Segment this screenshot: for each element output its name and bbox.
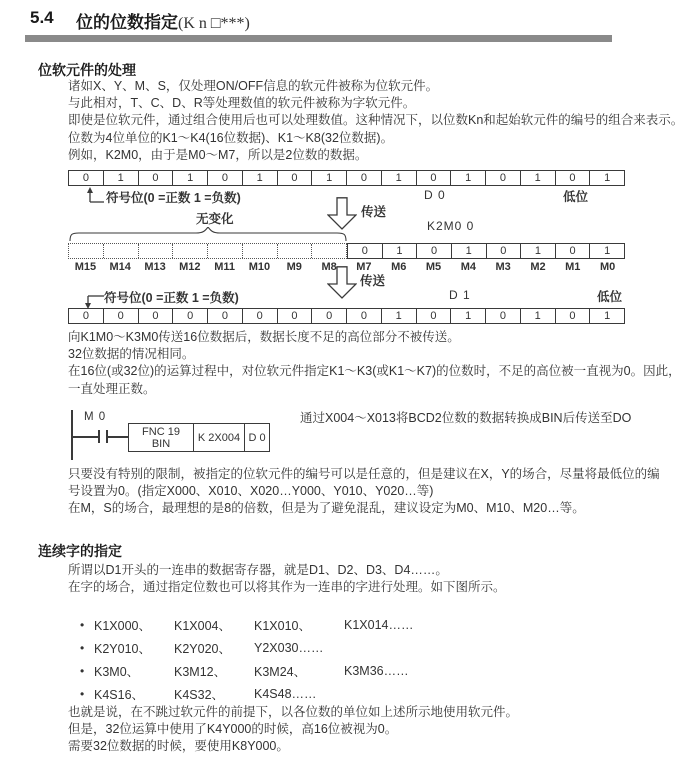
notes-paragraphs <box>68 466 660 518</box>
paragraph-line: 只要没有特别的限制，被指定的位软元件的编号可以是任意的，但是建议在X，Y的场合，尽量将最低位的编 <box>68 467 660 481</box>
bit-cell-dotted <box>173 244 208 258</box>
bit-cell: 1 <box>383 244 418 258</box>
bit-cell: 1 <box>382 171 417 185</box>
device-range-text: Y2X030…… <box>254 640 324 655</box>
transfer-label-2: 传送 <box>360 274 386 288</box>
m-label: M11 <box>214 261 236 273</box>
k2m0-label: K2M0 0 <box>427 219 475 233</box>
closing-paragraphs <box>68 704 518 756</box>
page-title-suffix: (K n □***) <box>178 15 250 32</box>
paragraph-line: 但是，32位运算中使用了K4Y000的时候，高16位被视为0。 <box>68 722 398 737</box>
bit-cell: 0 <box>278 309 313 323</box>
bit-cell: 1 <box>521 171 556 185</box>
contact-label: M 0 <box>84 411 107 423</box>
bit-cell: 0 <box>486 171 521 185</box>
paragraph-line: 在字的场合，通过指定位数也可以将其作为一连串的字进行处理。如下图所示。 <box>68 580 506 595</box>
bit-cell: 0 <box>278 171 313 185</box>
m-label: M6 <box>391 261 407 273</box>
bit-cell: 1 <box>452 244 487 258</box>
list-item <box>80 659 600 682</box>
bit-cell-dotted <box>243 244 278 258</box>
bit-cell: 0 <box>417 309 452 323</box>
header-rule <box>25 35 612 42</box>
device-range-text: K1X000、 <box>94 618 151 633</box>
paragraph-line: 例如，K2M0，由于是M0～M7，所以是2位数的数据。 <box>68 147 368 162</box>
bit-cell: 1 <box>451 171 486 185</box>
bit-cell: 1 <box>312 171 347 185</box>
bit-cell-dotted <box>69 244 104 258</box>
bit-cell: 0 <box>556 171 591 185</box>
bit-row-d1 <box>68 308 625 324</box>
device-range-text: K4S48…… <box>254 686 317 701</box>
bit-cell: 0 <box>417 244 452 258</box>
m-label: M7 <box>356 261 372 273</box>
device-range-text: K1X010、 <box>254 618 311 633</box>
paragraph-line: 所谓以D1开头的一连串的数据寄存器，就是D1、D2、D3、D4……。 <box>68 563 448 577</box>
operand1-cell: K 2X004 <box>194 424 245 451</box>
bit-cell-dotted <box>278 244 313 258</box>
fnc-mnemonic: BIN <box>151 437 171 450</box>
d0-label: D 0 <box>424 188 446 202</box>
ladder-rail <box>71 410 73 460</box>
m-label: M2 <box>530 261 546 273</box>
bullet-icon: • <box>80 663 85 678</box>
bit-cell: 1 <box>382 309 417 323</box>
paragraph-line: 在16位(或32位)的运算过程中，对位软元件指定K1～K3(或K1～K7)的位数时，不足的高位被一直视为0。因此， <box>68 364 681 379</box>
bit-cell: 0 <box>104 309 139 323</box>
bit-cell-dotted <box>104 244 139 258</box>
operand2-cell: D 0 <box>248 431 266 444</box>
m-label: M5 <box>425 261 442 273</box>
paragraph-line: 也就是说，在不跳过软元件的前提下，以各位数的单位如上述所示地使用软元件。 <box>68 705 519 719</box>
sign-bit-label-1: 符号位(0 =正数 1 =负数) <box>106 191 241 205</box>
bit-row-m-values <box>347 243 625 259</box>
m-label: M1 <box>565 261 581 273</box>
section2-heading: 连续字的指定 <box>38 543 122 559</box>
bit-cell-dotted <box>312 244 346 258</box>
device-range-text: K1X014…… <box>344 617 414 632</box>
contact-bar <box>98 430 100 443</box>
bit-cell: 1 <box>243 171 278 185</box>
bullet-icon: • <box>80 640 85 655</box>
transfer-arrow-icon <box>327 266 357 299</box>
low-order-label-1: 低位 <box>563 190 589 204</box>
bit-cell: 1 <box>521 309 556 323</box>
bit-cell: 1 <box>521 244 556 258</box>
no-change-label: 无变化 <box>196 212 234 226</box>
after-diagram-paragraphs <box>68 329 681 398</box>
m-label: M0 <box>599 261 616 273</box>
device-range-text: K3M36…… <box>344 663 409 678</box>
device-range-text: K4S16、 <box>94 687 145 702</box>
bit-cell: 1 <box>604 310 611 322</box>
bit-cell: 0 <box>417 171 452 185</box>
bit-cell: 0 <box>173 309 208 323</box>
bullet-icon: • <box>80 686 85 701</box>
bit-cell: 0 <box>347 171 382 185</box>
bit-cell: 0 <box>139 309 174 323</box>
section1-heading: 位软元件的处理 <box>38 62 136 78</box>
bullet-icon: • <box>80 617 85 632</box>
device-range-text: K1X004、 <box>174 618 231 633</box>
bit-cell: 0 <box>69 171 104 185</box>
m-label: M13 <box>144 261 166 273</box>
ladder-wire <box>108 436 128 438</box>
m-label: M9 <box>286 261 302 273</box>
bit-cell: 1 <box>173 171 208 185</box>
bit-cell: 0 <box>556 309 591 323</box>
m-label: M3 <box>495 261 511 273</box>
bit-row-d0 <box>68 170 625 186</box>
paragraph-line: 号设置为0。(指定X000、X010、X020…Y000、Y010、Y020…等) <box>68 484 434 499</box>
paragraph-line: 即使是位软元件，通过组合使用后也可以处理数值。这种情况下，以位数Kn和起始软元件的编号的组合来表示。 <box>68 113 684 128</box>
paragraph-line: 与此相对，T、C、D、R等处理数值的软元件被称为字软元件。 <box>68 96 416 111</box>
instruction-box <box>128 423 270 452</box>
paragraph-line: 向K1M0～K3M0传送16位数据后，数据长度不足的高位部分不被传送。 <box>68 330 460 344</box>
ladder-wire <box>72 436 98 438</box>
sign-bit-arrow-up-icon <box>85 187 105 203</box>
page-title-text: 位的位数指定 <box>76 13 178 32</box>
list-item <box>80 613 600 636</box>
m-label: M4 <box>460 261 476 273</box>
device-range-text: K3M0、 <box>94 664 140 679</box>
bit-cell: 0 <box>312 309 347 323</box>
m-label: M15 <box>74 261 97 273</box>
section-number: 5.4 <box>30 8 54 27</box>
paragraph-line: 需要32位数据的时候，要使用K8Y000。 <box>68 739 289 754</box>
paragraph-line: 在M，S的场合，最理想的是8的倍数，但是为了避免混乱，建议设定为M0、M10、M20…等。 <box>68 501 585 516</box>
fnc-cell <box>129 424 194 451</box>
bit-cell: 0 <box>69 309 104 323</box>
m-label: M10 <box>248 261 271 273</box>
bit-row-m-unchanged <box>68 243 347 259</box>
bit-cell: 0 <box>208 171 243 185</box>
bit-cell-dotted <box>208 244 243 258</box>
section1-paragraphs <box>68 78 683 164</box>
bit-cell: 0 <box>347 309 382 323</box>
sign-bit-label-2: 符号位(0 =正数 1 =负数) <box>104 291 239 305</box>
device-bullet-list <box>80 613 600 705</box>
transfer-arrow-icon <box>327 197 357 230</box>
paragraph-line: 位数为4位单位的K1～K4(16位数据)、K1～K8(32位数据)。 <box>68 130 394 145</box>
bit-cell: 1 <box>604 172 611 184</box>
device-range-text: K4S32、 <box>174 687 225 702</box>
list-item <box>80 636 600 659</box>
bit-cell: 1 <box>104 171 139 185</box>
m-label: M14 <box>109 261 131 273</box>
device-range-text: K3M24、 <box>254 664 307 679</box>
bit-cell: 0 <box>486 309 521 323</box>
paragraph-line: 一直处理正数。 <box>68 381 156 396</box>
ladder-caption: 通过X004～X013将BCD2位数的数据转换成BIN后传送至DO <box>300 411 632 425</box>
bit-cell: 0 <box>243 309 278 323</box>
paragraph-line: 32位数据的情况相同。 <box>68 347 195 362</box>
section2-paragraphs <box>68 562 506 596</box>
brace-icon <box>68 227 348 242</box>
transfer-label-1: 传送 <box>361 205 387 219</box>
device-range-text: K3M12、 <box>174 664 227 679</box>
bit-cell: 0 <box>139 171 174 185</box>
device-range-text: K2Y020、 <box>174 641 231 656</box>
m-label: M12 <box>179 261 201 273</box>
bit-cell: 1 <box>451 309 486 323</box>
m-label: M8 <box>321 261 337 273</box>
bit-cell: 1 <box>604 245 611 257</box>
bit-cell-dotted <box>139 244 174 258</box>
list-item <box>80 682 600 705</box>
paragraph-line: 诸如X、Y、M、S，仅处理ON/OFF信息的软元件被称为位软元件。 <box>68 79 439 93</box>
bit-cell: 0 <box>556 244 591 258</box>
device-range-text: K2Y010、 <box>94 641 151 656</box>
page-title <box>76 8 250 33</box>
fnc-number: FNC 19 <box>142 425 180 438</box>
bit-cell: 0 <box>348 244 383 258</box>
bit-cell: 0 <box>487 244 522 258</box>
low-order-label-2: 低位 <box>597 290 623 304</box>
bit-cell: 0 <box>208 309 243 323</box>
d1-label: D 1 <box>449 288 471 302</box>
